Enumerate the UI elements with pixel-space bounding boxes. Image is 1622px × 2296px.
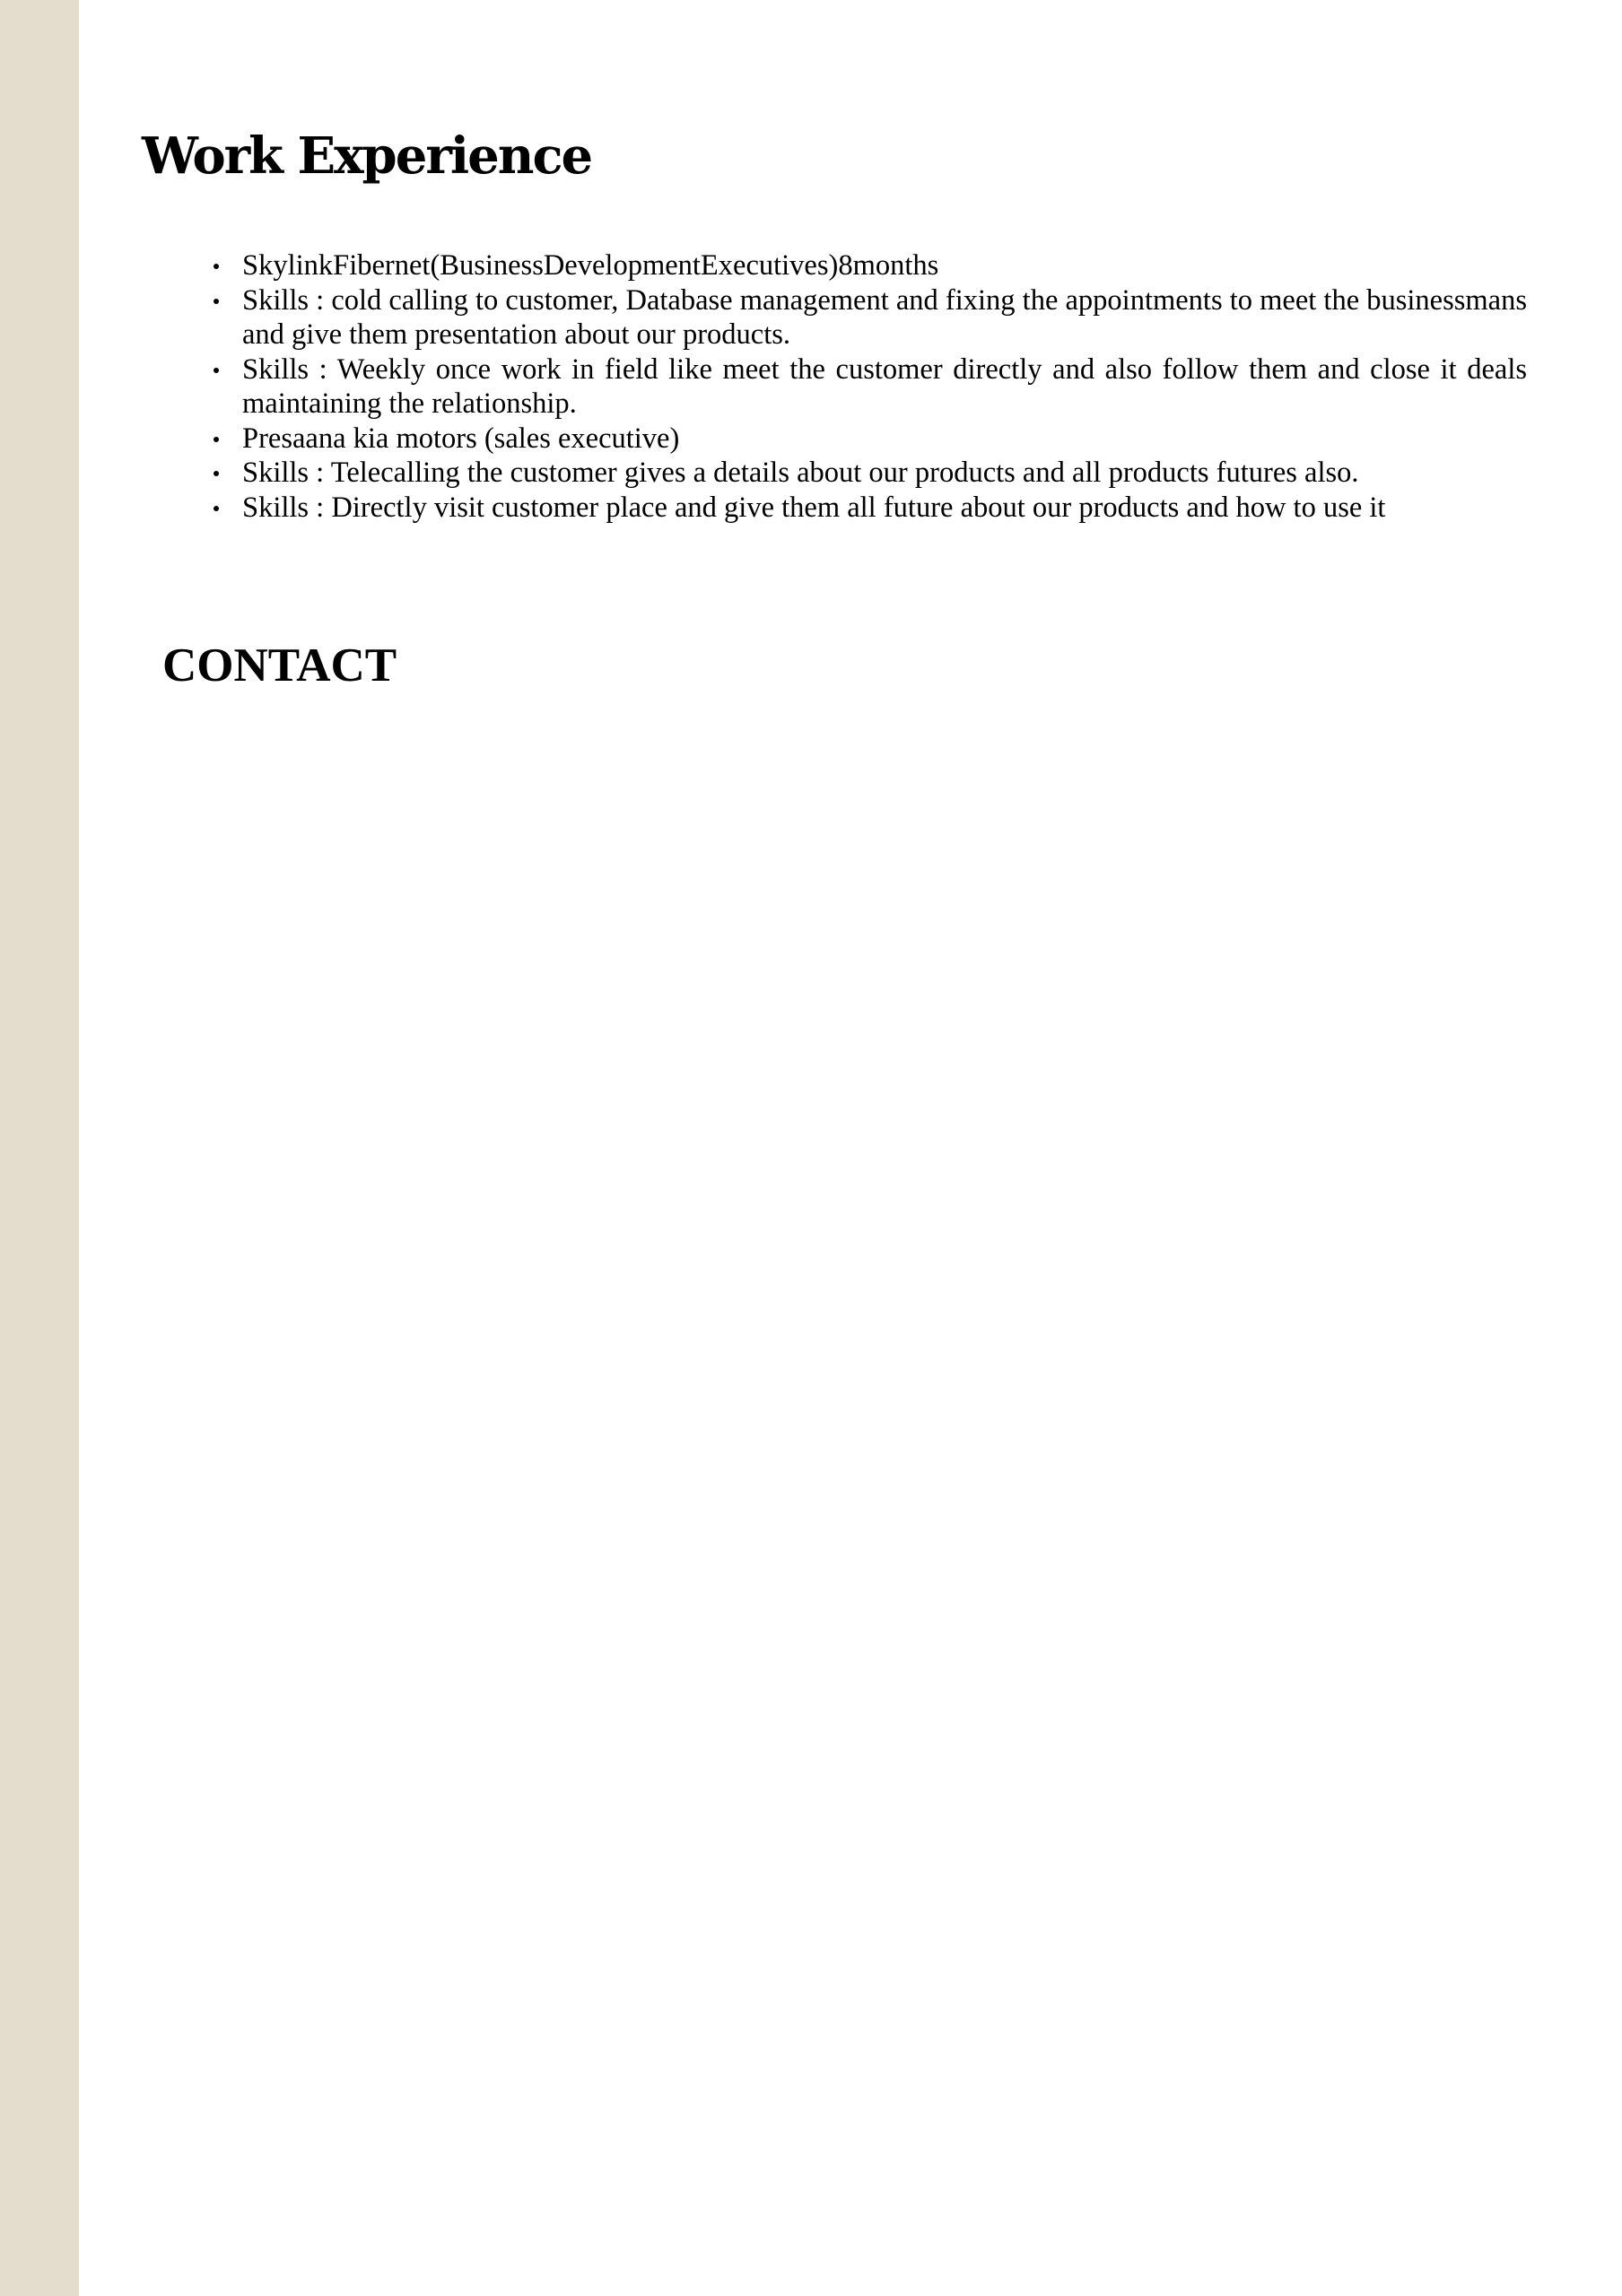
list-item-text: Skills : cold calling to customer, Database management and fixing the appointments to meet the businessmans and give them presentation about our products. [242, 283, 1527, 351]
bullet-icon [214, 299, 219, 304]
list-item-text: Presaana kia motors (sales executive) [242, 422, 680, 455]
bullet-icon [214, 368, 219, 373]
contact-heading: CONTACT [162, 639, 397, 691]
list-item-text: Skills : Telecalling the customer gives a details about our products and all products futures also. [242, 457, 1359, 489]
list-item [242, 283, 1527, 352]
list-item-text: SkylinkFibernet(BusinessDevelopmentExecutives)8months [242, 249, 939, 282]
work-experience-heading: Work Experience [142, 126, 592, 186]
list-item [242, 491, 1527, 526]
bullet-icon [214, 506, 219, 511]
list-item [242, 456, 1527, 491]
list-item-text: Skills : Weekly once work in field like meet the customer directly and also follow them and close it deals maintaining the relationship. [242, 352, 1527, 420]
list-item-text: Skills : Directly visit customer place and give them all future about our products and how to use it [242, 491, 1386, 524]
sidebar-accent-strip [0, 0, 79, 2296]
list-item [242, 352, 1527, 422]
bullet-icon [214, 437, 219, 442]
list-item [242, 422, 1527, 457]
bullet-icon [214, 471, 219, 476]
bullet-icon [214, 264, 219, 269]
list-item [242, 248, 1527, 283]
work-experience-list [242, 248, 1527, 525]
